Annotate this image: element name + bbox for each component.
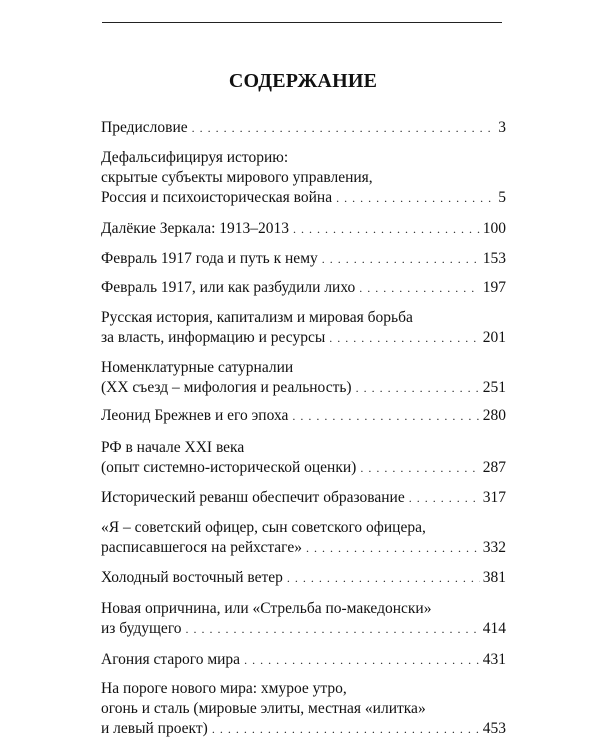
entry-title-line: скрытые субъекты мирового управления, [101, 169, 373, 186]
dot-leader [409, 488, 480, 508]
dot-leader [293, 219, 480, 239]
dot-leader [186, 619, 480, 639]
entry-title-line: РФ в начале XXI века [101, 439, 245, 456]
dot-leader [336, 188, 495, 208]
toc-entry [101, 518, 506, 558]
entry-last-line [101, 538, 506, 558]
dot-leader [192, 118, 496, 138]
entry-last-line [101, 188, 506, 208]
page-title: СОДЕРЖАНИЕ [228, 70, 378, 92]
dot-leader [329, 328, 479, 348]
toc-entry [101, 406, 506, 426]
entry-title-line: «Я – советский офицер, сын советского офицера, [101, 519, 426, 536]
entry-last-line [101, 488, 506, 508]
entry-title-line: (опыт системно-исторической оценки) [101, 459, 357, 476]
entry-last-line [101, 650, 506, 670]
toc-entry [101, 219, 506, 239]
entry-last-line [101, 328, 506, 348]
entry-title-line: и левый проект) [101, 720, 208, 737]
toc-entry [101, 278, 506, 298]
entry-title-line: Февраль 1917 года и путь к нему [101, 250, 318, 267]
entry-last-line [101, 219, 506, 239]
page-number: 381 [482, 569, 506, 586]
entry-title-line: Далёкие Зеркала: 1913–2013 [101, 220, 290, 237]
entry-title-line: Дефальсифицируя историю: [101, 149, 289, 166]
toc-entry [101, 599, 506, 639]
page-number: 431 [482, 651, 506, 668]
entry-last-line [101, 378, 506, 398]
entry-last-line [101, 249, 506, 269]
entry-title-line: расписавшегося на рейхстаге» [101, 539, 302, 556]
entry-title-line: Новая опричнина, или «Стрельба по-македонски» [101, 600, 432, 617]
toc-entry [101, 308, 506, 348]
dot-leader [292, 406, 479, 426]
page-number: 453 [482, 720, 506, 737]
entry-title-line: Холодный восточный ветер [101, 569, 283, 586]
table-of-contents [101, 118, 506, 739]
dot-leader [356, 378, 480, 398]
toc-entry [101, 650, 506, 670]
toc-entry [101, 568, 506, 588]
toc-entry [101, 148, 506, 208]
page-number: 3 [498, 119, 506, 136]
dot-leader [244, 650, 480, 670]
page-number: 197 [482, 279, 506, 296]
entry-title-line: Агония старого мира [101, 651, 241, 668]
page-number: 100 [482, 220, 506, 237]
entry-last-line [101, 719, 506, 739]
page-number: 280 [482, 407, 506, 424]
entry-title-line: Леонид Брежнев и его эпоха [101, 407, 289, 424]
entry-title-line: Исторический реванш обеспечит образование [101, 489, 405, 506]
entry-title-line: Русская история, капитализм и мировая борьба [101, 309, 413, 326]
entry-title-line: за власть, информацию и ресурсы [101, 329, 326, 346]
entry-title-line: Россия и психоисторическая война [101, 189, 333, 206]
entry-last-line [101, 619, 506, 639]
page-number: 153 [482, 250, 506, 267]
toc-entry [101, 358, 506, 398]
entry-last-line [101, 278, 506, 298]
entry-title-line: огонь и сталь (мировые элиты, местная «илитка» [101, 700, 426, 717]
dot-leader [306, 538, 480, 558]
entry-last-line [101, 568, 506, 588]
page-number: 201 [482, 329, 506, 346]
toc-entry [101, 438, 506, 478]
page-number: 287 [482, 459, 506, 476]
entry-title-line: На пороге нового мира: хмурое утро, [101, 680, 347, 697]
entry-last-line [101, 406, 506, 426]
entry-title-line: Предисловие [101, 119, 188, 136]
entry-title-line: Февраль 1917, или как разбудили лихо [101, 279, 356, 296]
page-number: 317 [482, 489, 506, 506]
header-rule [102, 22, 502, 23]
toc-entry [101, 679, 506, 739]
page-number: 251 [482, 379, 506, 396]
entry-title-line: (ХХ съезд – мифология и реальность) [101, 379, 352, 396]
page-number: 332 [482, 539, 506, 556]
entry-last-line [101, 458, 506, 478]
entry-title-line: из будущего [101, 620, 182, 637]
dot-leader [287, 568, 480, 588]
dot-leader [359, 278, 479, 298]
dot-leader [360, 458, 479, 478]
toc-entry [101, 249, 506, 269]
entry-title-line: Номенклатурные сатурналии [101, 359, 294, 376]
dot-leader [322, 249, 480, 269]
page-number: 5 [498, 189, 506, 206]
dot-leader [212, 719, 480, 739]
page-number: 414 [482, 620, 506, 637]
toc-entry [101, 488, 506, 508]
entry-last-line [101, 118, 506, 138]
toc-entry [101, 118, 506, 138]
